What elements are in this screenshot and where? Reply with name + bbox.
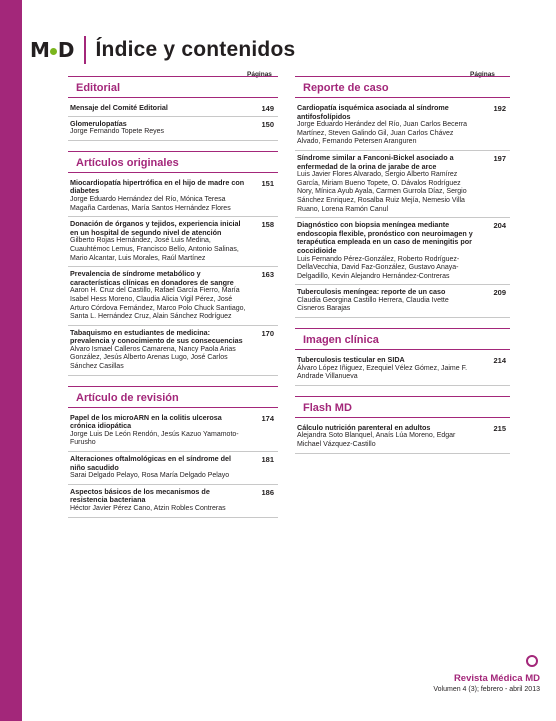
entry-authors: Héctor Javier Pérez Cano, Atzin Robles Contreras [70, 505, 226, 512]
footer-issue-info: Volumen 4 (3); febrero - abril 2013 [433, 686, 540, 693]
toc-entry[interactable] [295, 421, 510, 454]
entry-page-number: 163 [261, 270, 274, 280]
entry-title: Aspectos básicos de los mecanismos de resistencia bacteriana [70, 486, 210, 505]
toc-entry[interactable] [68, 101, 278, 117]
entry-title: Papel de los microARN en la colitis ulcerosa crónica idiopática [70, 412, 222, 431]
toc-section [295, 76, 510, 318]
toc-entry[interactable] [68, 176, 278, 217]
entry-authors: Luis Javier Flores Alvarado, Sergio Alberto Ramírez García, Miriam Bueno Topete, O. Dávalos Rodríguez Nory, Mínica Ayub Ayala, Carmen Gurrola Díaz, Sergio Sánchez Enriquez, Rosalba Ruiz Mejía, Nemesio Villa Ruano, Lorena Ramón Canul [297, 171, 467, 213]
entry-title: Tuberculosis meníngea: reporte de un caso [297, 287, 446, 297]
section-title: Imagen clínica [303, 334, 379, 347]
entry-page-number: 209 [493, 288, 506, 298]
section-header [68, 151, 278, 173]
left-column [68, 68, 278, 518]
entry-page-number: 181 [261, 455, 274, 465]
entry-authors: Jorge Eduardo Hernández del Río, Mónica Teresa Magaña Cardenas, María Santos Hernández Flores [70, 195, 231, 212]
entry-title: Tuberculosis testicular en SIDA [297, 355, 405, 365]
toc-entry[interactable] [68, 485, 278, 518]
entry-authors: Gilberto Rojas Hernández, José Luis Medina, Cuauhtémoc Lemus, Francisco Belío, Antonio Salinas, Mario Alcantar, Luis Morales, Raúl Martínez [70, 237, 239, 262]
entry-authors: Jorge Eduardo Herández del Río, Juan Carlos Becerra Martínez, Steven Galindo Gil, Juan Carlos Chávez Alvado, Fernando Petersen Aranguren [297, 121, 468, 146]
entry-title: Mensaje del Comité Editorial [70, 103, 168, 112]
entry-page-number: 192 [493, 104, 506, 113]
entry-page-number: 149 [261, 104, 274, 113]
entry-page-number: 158 [261, 220, 274, 230]
section-title: Artículos originales [76, 156, 179, 169]
entry-page-number: 150 [261, 119, 274, 129]
toc-entry[interactable] [295, 218, 510, 285]
page-header [30, 34, 295, 66]
toc-entry[interactable] [68, 267, 278, 326]
toc-entry[interactable] [295, 151, 510, 218]
entry-page-number: 186 [261, 487, 274, 497]
section-title: Flash MD [303, 401, 352, 414]
entry-page-number: 197 [493, 153, 506, 163]
section-header [295, 76, 510, 98]
entry-authors: Jorge Luis De León Rendón, Jesús Kazuo Yamamoto-Furusho [70, 430, 239, 447]
toc-entry[interactable] [68, 117, 278, 141]
entry-title: Síndrome similar a Fanconi-Bickel asociado a enfermedad de la orina de jarabe de arce [297, 152, 454, 171]
header-divider [84, 36, 86, 64]
entry-authors: Luis Fernando Pérez-González, Roberto Rodríguez-DellaVecchia, David Faz-González, Gustavo Anaya-Delgadillo, Kevin Alejandro Hernández-Contreras [297, 255, 460, 280]
logo-text: M D [30, 38, 74, 62]
entry-page-number: 204 [493, 221, 506, 231]
entry-page-number: 151 [261, 178, 274, 188]
journal-circle-icon [526, 655, 538, 667]
toc-section [295, 328, 510, 386]
entry-authors: Alvaro Ismael Calleros Camarena, Nancy Paola Arias González, Jesús Alberto Arenas Lugo, José Carlos Sánchez Casillas [70, 345, 236, 371]
entry-authors: Sarai Delgado Pelayo, Rosa María Delgado Pelayo [70, 472, 230, 480]
section-title: Editorial [76, 82, 121, 94]
entry-title: Cardiopatía isquémica asociada al síndrome antifosfolípidos [297, 103, 449, 121]
entry-authors: Alejandra Soto Blanquel, Anaís Lúa Moreno, Edgar Michael Vázquez-Castillo [297, 432, 456, 449]
left-accent-bar [0, 0, 22, 721]
section-title: Artículo de revisión [76, 391, 179, 404]
entry-authors: Claudia Georgina Castillo Herrera, Claudia Ivette Cisneros Barajas [297, 296, 449, 313]
toc-entry[interactable] [68, 326, 278, 376]
section-header [68, 76, 278, 98]
toc-entry[interactable] [295, 353, 510, 386]
right-column [295, 68, 510, 454]
toc-section [68, 151, 278, 376]
toc-section [68, 76, 278, 141]
section-header [295, 328, 510, 350]
footer-journal-name: Revista Médica MD [453, 673, 540, 684]
pages-label-right: Páginas [470, 71, 495, 78]
entry-page-number: 215 [493, 423, 506, 433]
toc-entry[interactable] [295, 285, 510, 318]
toc-section [295, 396, 510, 454]
pages-label-left: Páginas [247, 71, 272, 78]
entry-title: Donación de órganos y tejidos, experiencia inicial en un hospital de segundo nivel de atención [70, 219, 241, 237]
entry-title: Glomerulopatías [70, 118, 127, 128]
entry-title: Diagnóstico con biopsia meníngea mediante endoscopia flexible, pronóstico con neuroimagen y terapéutica empleada en un caso de meningitis por coccidioide [297, 220, 473, 255]
entry-authors: Jorge Fernando Topete Reyes [70, 128, 165, 136]
entry-page-number: 174 [261, 413, 274, 423]
page-title: Índice y contenidos [95, 38, 296, 61]
toc-section [68, 386, 278, 518]
toc-entry[interactable] [295, 101, 510, 151]
entry-title: Prevalencia de síndrome metabólico y características clínicas en donadores de sangre [70, 269, 234, 287]
section-header [68, 386, 278, 408]
entry-authors: Álvaro López Iñiguez, Ezequiel Vélez Gómez, Jaime F. Andrade Villanueva [297, 364, 468, 381]
entry-title: Miocardiopatía hipertrófica en el hijo de madre con diabetes [70, 177, 245, 196]
entry-title: Cálculo nutrición parenteral en adultos [297, 422, 431, 432]
entry-title: Alteraciones oftalmológicas en el síndrome del niño sacudido [70, 454, 231, 472]
section-title: Reporte de caso [303, 82, 389, 94]
toc-entry[interactable] [68, 452, 278, 485]
entry-page-number: 170 [261, 328, 274, 338]
toc-entry[interactable] [68, 411, 278, 452]
section-header [295, 396, 510, 418]
toc-entry[interactable] [68, 217, 278, 267]
entry-authors: Aaron H. Cruz del Castillo, Rafael García Fierro, María Isabel Hess Moreno, Claudia Alicia Vigil Pérez, José Arturo Córdova Fernández, Marco Polo Chuck Santiago, Santa L. Hernández Cruz, Alain Sánchez Rodríguez [70, 287, 246, 321]
entry-page-number: 214 [493, 356, 506, 366]
entry-title: Tabaquismo en estudiantes de medicina: prevalencia y conocimiento de sus consecuencias [70, 327, 243, 346]
journal-logo [30, 35, 80, 65]
logo-dot-icon [50, 48, 57, 55]
